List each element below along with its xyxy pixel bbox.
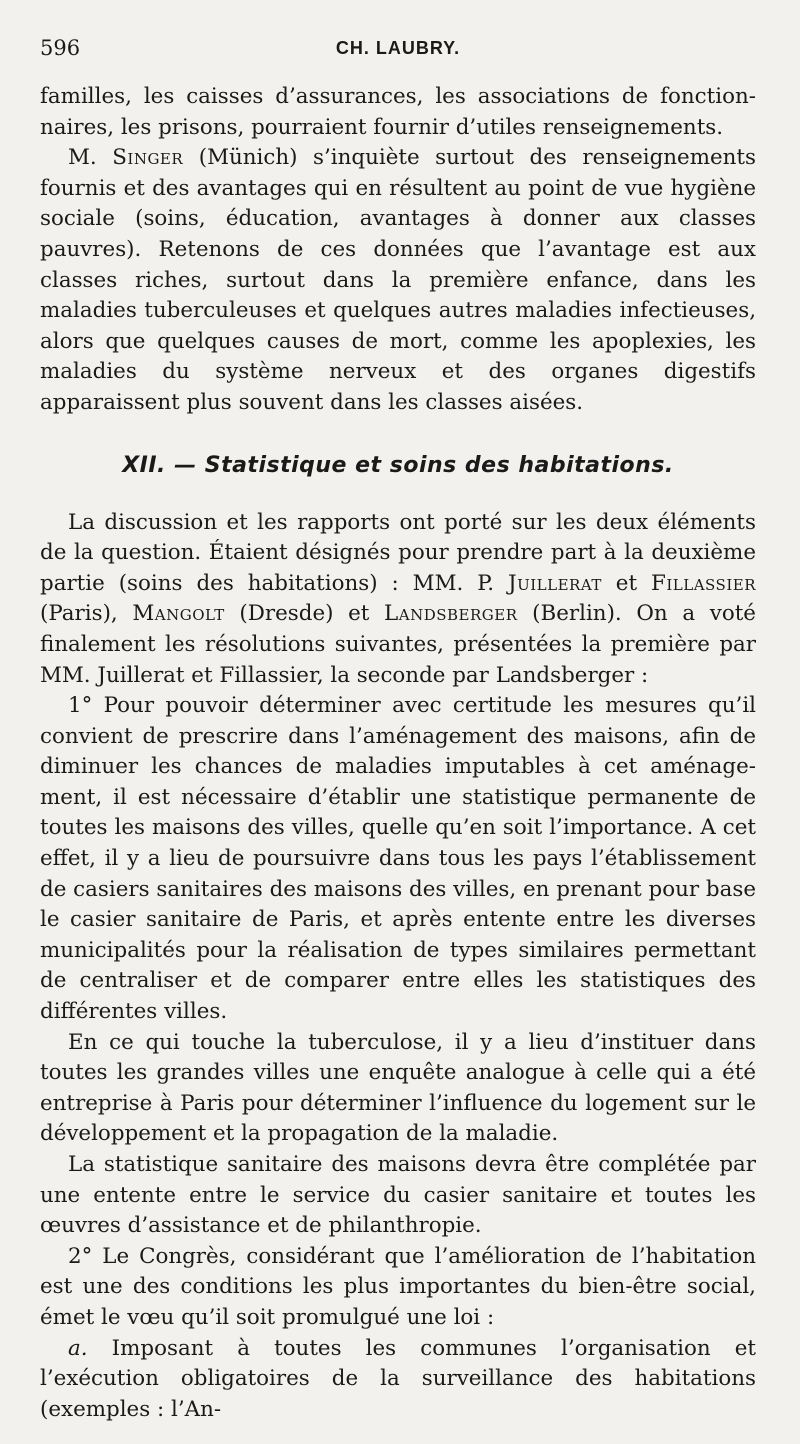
paragraph-discussion-part-b: et <box>601 570 652 596</box>
section-heading: XII. — Statistique et soins des habitations. <box>122 452 674 478</box>
page-number: 596 <box>40 36 81 60</box>
paragraph-discussion-part-a: La discussion et les rapports ont porté sur les deux éléments de la question. Étaient désignés pour prendre part à la deuxième partie (soins des habitations) : MM. P. <box>40 509 756 596</box>
author-name-landsberger: Landsberger <box>384 601 518 627</box>
paragraph-singer-prefix: M. <box>68 145 113 171</box>
paragraph-discussion-part-c: (Paris), <box>40 601 133 627</box>
paragraph-discussion-part-d: (Dresde) et <box>224 601 385 627</box>
running-title: CH. LAUBRY. <box>335 38 461 58</box>
author-name-singer: Singer <box>112 145 184 171</box>
author-name-juillerat: Juillerat <box>508 570 602 596</box>
item-letter-a: a. <box>68 1335 88 1361</box>
paragraph-discussion-part-e: (Berlin). On a voté finalement les résolutions suivantes, présentées la première par MM. Juillerat et Fillassier, la seconde par Landsberger : <box>40 601 756 688</box>
paragraph-singer-text: (Münich) s’inquiète surtout des renseignements fournis et des avantages qui en résultent au point de vue hygiène sociale (soins, éducation, avantages à donner aux classes pauvres). Retenons de ces données que l’avantage est aux classes riches, surtout dans la première enfance, dans les maladies tuberculeuses et quelques autres maladies infectieuses, alors que quelques causes de mort, comme les apoplexies, les maladies du système nerveux et des organes digestifs apparaissent plus souvent dans les classes aisées. <box>40 145 756 415</box>
paragraph-discussion <box>40 508 756 692</box>
resolution-2: 2° Le Congrès, considérant que l’amélioration de l’habitation est une des conditions les plus importantes du bien-être social, émet le vœu qu’il soit promulgué une loi : <box>40 1243 756 1330</box>
author-name-fillassier: Fillassier <box>651 570 756 596</box>
resolution-1: 1° Pour pouvoir déterminer avec certitude les mesures qu’il convient de prescrire dans l’aménagement des maisons, afin de diminuer les chances de maladies imputables à cet aménagement, il est nécessaire d’établir une statistique permanente de toutes les maisons des villes, quelle qu’en soit l’importance. A cet effet, il y a lieu de poursuivre dans tous les pays l’établissement de casiers sanitaires des maisons des villes, en prenant pour base le casier sanitaire de Paris, et après entente entre les diverses municipalités pour la réalisation de types similaires permettant de centraliser et de comparer entre elles les statistiques des différentes villes. <box>40 693 756 1025</box>
paragraph-tuberculose: En ce qui touche la tuberculose, il y a lieu d’instituer dans toutes les grandes villes une enquête analogue à celle qui a été entreprise à Paris pour déterminer l’influence du logement sur le développement et la propagation de la maladie. <box>40 1029 756 1147</box>
running-head <box>40 36 756 72</box>
paragraph-statistique: La statistique sanitaire des maisons devra être complétée par une entente entre le service du casier sanitaire et toutes les œuvres d’assistance et de philanthropie. <box>40 1152 756 1239</box>
item-a-text: Imposant à toutes les communes l’organisation et l’exécution obligatoires de la surveillance des habitations (exemples : l’An- <box>40 1335 756 1422</box>
paragraph-continued: familles, les caisses d’assurances, les associations de fonctionnaires, les prisons, pourraient fournir d’utiles renseignements. <box>40 84 756 140</box>
resolution-2-item-a <box>40 1334 756 1426</box>
author-name-mangolt: Mangolt <box>132 601 225 627</box>
paragraph-singer <box>40 143 756 418</box>
